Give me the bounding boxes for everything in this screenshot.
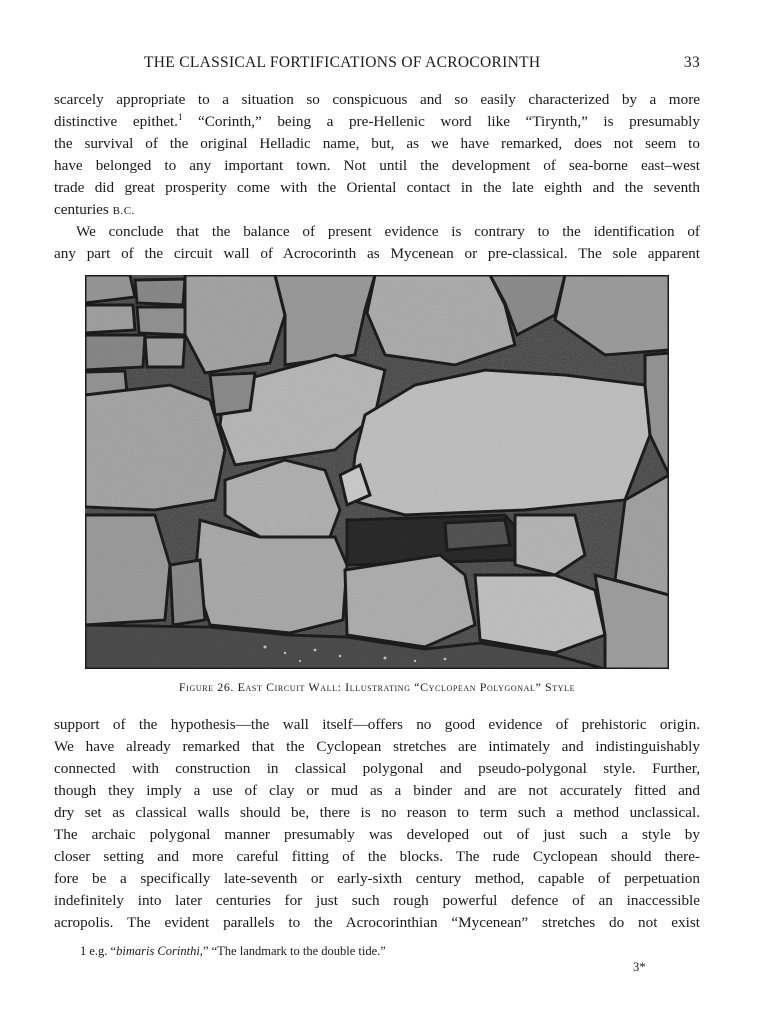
text-line: fore be a specifically late-seventh or early-sixth century method, capable of perpetuation	[54, 870, 700, 887]
paragraph-2	[54, 221, 700, 265]
text-line: though they imply a use of clay or mud as a binder and are not accurately fitted and	[54, 782, 700, 799]
text-line: centuries B.C.	[54, 201, 135, 218]
text-line: We conclude that the balance of present evidence is contrary to the identification of	[76, 223, 700, 240]
text-line: have belonged to any important town. Not until the development of sea-borne east–west	[54, 157, 700, 174]
text-line: the survival of the original Helladic name, but, as we have remarked, does not seem to	[54, 135, 700, 152]
text-line: distinctive epithet.$^1$ “Corinth,” being a pre-Hellenic word like “Tirynth,” is presumably	[54, 111, 700, 130]
page-number: 33	[683, 54, 700, 71]
text-line: trade did great prosperity come with the Oriental contact in the late eighth and the seventh	[54, 179, 700, 196]
figure-photo-wall	[85, 275, 669, 669]
paragraph-1	[54, 89, 700, 222]
text-line: We have already remarked that the Cyclopean stretches are intimately and indistinguishably	[54, 738, 700, 755]
running-title: THE CLASSICAL FORTIFICATIONS OF ACROCORINTH	[144, 54, 541, 71]
figure-caption: Figure 26. East Circuit Wall: Illustrating “Cyclopean Polygonal” Style	[178, 680, 576, 694]
footnote-marker: 1	[80, 944, 87, 958]
text-line: indefinitely into later centuries for just such rough powerful defence of an inaccessible	[54, 892, 700, 909]
footnote: 1 e.g. “bimaris Corinthi,” “The landmark to the double tide.”	[80, 944, 386, 958]
footnote-ref: 1	[177, 111, 183, 122]
footnote-latin: bimaris Corinthi,	[116, 944, 203, 958]
text-line: scarcely appropriate to a situation so conspicuous and so easily characterized by a more	[54, 91, 700, 108]
signature-mark: 3*	[633, 960, 646, 974]
text-line: dry set as classical walls should be, there is no reason to term such a method unclassical.	[54, 804, 700, 821]
text-line: closer setting and more careful fitting of the blocks. The rude Cyclopean should there-	[54, 848, 700, 865]
text-line: acropolis. The evident parallels to the Acrocorinthian “Mycenean” stretches do not exist	[54, 914, 700, 931]
text-line: support of the hypothesis—the wall itself—offers no good evidence of prehistoric origin.	[54, 716, 700, 733]
text-line: connected with construction in classical polygonal and pseudo-polygonal style. Further,	[54, 760, 700, 777]
text-line: any part of the circuit wall of Acrocorinth as Mycenean or pre-classical. The sole apparent	[54, 245, 700, 262]
cyclopean-wall-photo	[85, 275, 669, 669]
text-line: The archaic polygonal manner presumably was developed out of just such a style by	[54, 826, 700, 843]
paragraph-3	[54, 714, 700, 934]
